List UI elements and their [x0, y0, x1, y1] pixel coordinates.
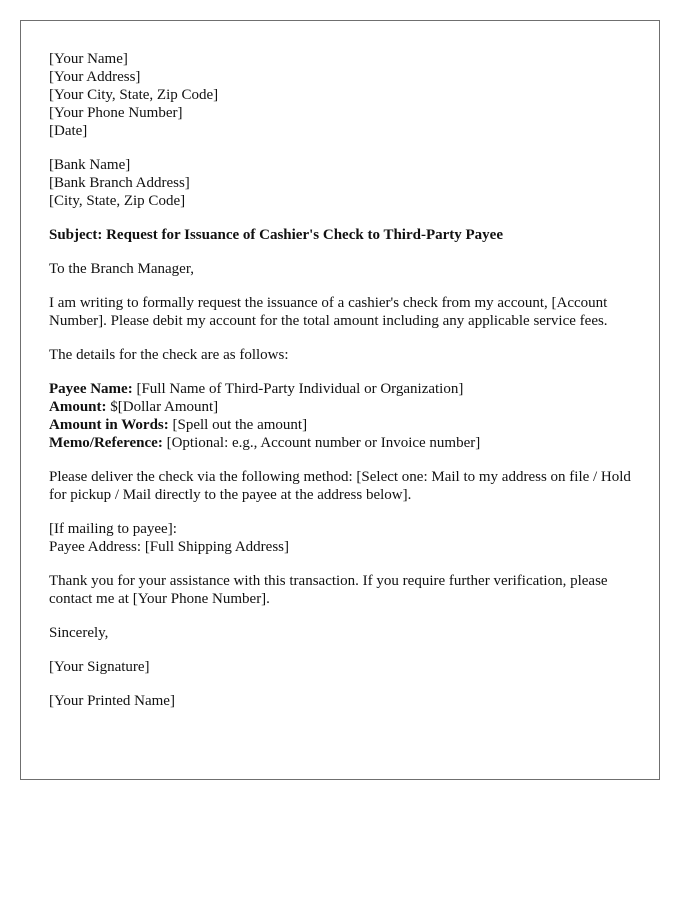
- bank-city-state-zip: [City, State, Zip Code]: [49, 193, 186, 209]
- salutation: To the Branch Manager,: [49, 261, 194, 277]
- bank-branch-address: [Bank Branch Address]: [49, 175, 190, 191]
- bank-name: [Bank Name]: [49, 157, 131, 173]
- payee-mailing-condition: [If mailing to payee]:: [49, 521, 177, 537]
- letter-document: [20, 20, 660, 780]
- detail-label: Amount:: [49, 399, 107, 415]
- signature: [Your Signature]: [49, 659, 150, 675]
- detail-amount-in-words: [49, 416, 631, 434]
- detail-label: Amount in Words:: [49, 417, 169, 433]
- closing: Sincerely,: [49, 625, 109, 641]
- sender-phone: [Your Phone Number]: [49, 105, 183, 121]
- detail-label: Payee Name:: [49, 381, 133, 397]
- detail-memo-reference: [49, 434, 631, 452]
- detail-value: [Full Name of Third-Party Individual or Organization]: [132, 381, 464, 397]
- sender-city-state-zip: [Your City, State, Zip Code]: [49, 87, 219, 103]
- sender-address: [Your Address]: [49, 69, 141, 85]
- payee-mailing-block: [49, 520, 631, 556]
- sender-name: [Your Name]: [49, 51, 128, 67]
- detail-value: [Optional: e.g., Account number or Invoice number]: [162, 435, 481, 451]
- thanks-paragraph: Thank you for your assistance with this transaction. If you require further verification, please contact me at [Your Phone Number].: [49, 573, 608, 607]
- check-details: [49, 380, 631, 452]
- details-intro: The details for the check are as follows:: [49, 347, 289, 363]
- detail-value: [Spell out the amount]: [168, 417, 308, 433]
- subject-line: Subject: Request for Issuance of Cashier's Check to Third-Party Payee: [49, 227, 503, 243]
- delivery-paragraph: Please deliver the check via the following method: [Select one: Mail to my address on file / Hold for pickup / Mail directly to the payee at the address below].: [49, 469, 631, 503]
- sender-block: [49, 50, 631, 140]
- detail-label: Memo/Reference:: [49, 435, 163, 451]
- letter-date: [Date]: [49, 123, 88, 139]
- intro-paragraph: I am writing to formally request the issuance of a cashier's check from my account, [Account Number]. Please debit my account for the total amount including any applicable service fees.: [49, 295, 608, 329]
- payee-address-line: Payee Address: [Full Shipping Address]: [49, 539, 289, 555]
- detail-value: $[Dollar Amount]: [106, 399, 219, 415]
- detail-payee-name: [49, 380, 631, 398]
- recipient-block: [49, 156, 631, 210]
- detail-amount: [49, 398, 631, 416]
- printed-name: [Your Printed Name]: [49, 693, 175, 709]
